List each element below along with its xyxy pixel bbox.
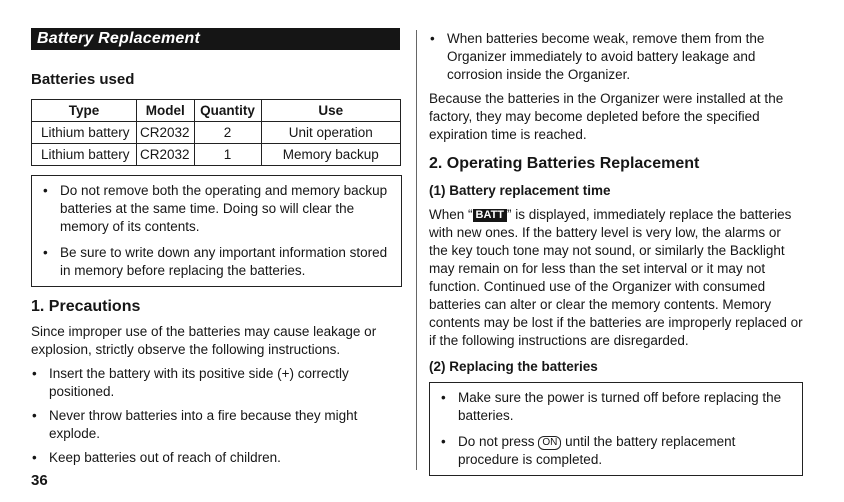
bullet-icon: •: [32, 450, 37, 465]
page-number: 36: [31, 472, 48, 489]
bullet-icon: •: [32, 366, 37, 381]
table-row: [32, 144, 401, 166]
batteries-used-heading: Batteries used: [31, 71, 135, 88]
batt-indicator-icon: BATT: [473, 209, 508, 222]
table-cell-type: Lithium battery: [32, 144, 137, 166]
warning-text: Do not remove both the operating and memory backup batteries at the same time. Doing so will clear the memory of its contents.: [60, 183, 388, 234]
power-off-text: Make sure the power is turned off before replacing the batteries.: [458, 390, 782, 423]
precautions-list: [31, 365, 402, 467]
precaution-text: Never throw batteries into a fire because they might explode.: [49, 408, 358, 441]
press-suffix: until the battery replacement procedure is completed.: [458, 434, 736, 467]
bullet-icon: •: [32, 408, 37, 423]
bullet-icon: •: [441, 434, 446, 449]
list-item: [42, 244, 391, 280]
bullet-icon: •: [441, 390, 446, 405]
precautions-heading: 1. Precautions: [31, 298, 141, 315]
when-suffix: ” is displayed, immediately replace the batteries with new ones. If the battery level is very low, the alarms or the key touch tone may not sound, or similarly the Backlight may remain on for less than the set interval or it may not function. Continued use of the Organizer with consumed batteries can alter or clear the memory contents. Memory contents may be lost if the batteries are improperly replaced or if the following instructions are disregarded.: [429, 207, 803, 348]
replacement-time-paragraph: [429, 206, 803, 350]
list-item: [440, 433, 792, 469]
table-header-type: Type: [32, 100, 137, 122]
table-header-quantity: Quantity: [194, 100, 261, 122]
table-header-model: Model: [137, 100, 195, 122]
operating-heading: 2. Operating Batteries Replacement: [429, 155, 700, 172]
list-item: [31, 449, 402, 467]
table-cell-quantity: 1: [194, 144, 261, 166]
table-cell-quantity: 2: [194, 122, 261, 144]
table-row: [32, 122, 401, 144]
top-bullet-list: [429, 30, 803, 84]
table-cell-type: Lithium battery: [32, 122, 137, 144]
bullet-icon: •: [43, 183, 48, 198]
right-column: [429, 30, 803, 476]
table-cell-model: CR2032: [137, 144, 195, 166]
left-column: [31, 28, 402, 473]
replacing-subheading: (2) Replacing the batteries: [429, 359, 598, 374]
bullet-icon: •: [43, 245, 48, 260]
table-header-row: [32, 100, 401, 122]
precaution-text: Keep batteries out of reach of children.: [49, 450, 281, 465]
press-prefix: Do not press: [458, 434, 535, 449]
precaution-text: Insert the battery with its positive side (+) correctly positioned.: [49, 366, 349, 399]
table-cell-model: CR2032: [137, 122, 195, 144]
list-item: [440, 389, 792, 425]
list-item: [31, 407, 402, 443]
table-cell-use: Unit operation: [261, 122, 400, 144]
table-cell-use: Memory backup: [261, 144, 400, 166]
replacing-box: [429, 382, 803, 476]
bullet-icon: •: [430, 31, 435, 46]
batteries-table: [31, 99, 401, 166]
when-prefix: When “: [429, 207, 473, 222]
list-item: [429, 30, 803, 84]
list-item: [31, 365, 402, 401]
on-key-icon: ON: [538, 436, 561, 450]
factory-note: Because the batteries in the Organizer were installed at the factory, they may become depleted before the specified expiration time is reached.: [429, 91, 784, 142]
warning-text: Be sure to write down any important information stored in memory before replacing the batteries.: [60, 245, 388, 278]
section-title-bar: Battery Replacement: [31, 28, 400, 50]
table-header-use: Use: [261, 100, 400, 122]
warning-box: [31, 175, 402, 287]
column-divider: [416, 30, 417, 470]
list-item: [42, 182, 391, 236]
weak-battery-text: When batteries become weak, remove them from the Organizer immediately to avoid battery leakage and corrosion inside the Organizer.: [447, 31, 765, 82]
precautions-intro: Since improper use of the batteries may cause leakage or explosion, strictly observe the following instructions.: [31, 324, 377, 357]
replacement-time-subheading: (1) Battery replacement time: [429, 183, 611, 198]
